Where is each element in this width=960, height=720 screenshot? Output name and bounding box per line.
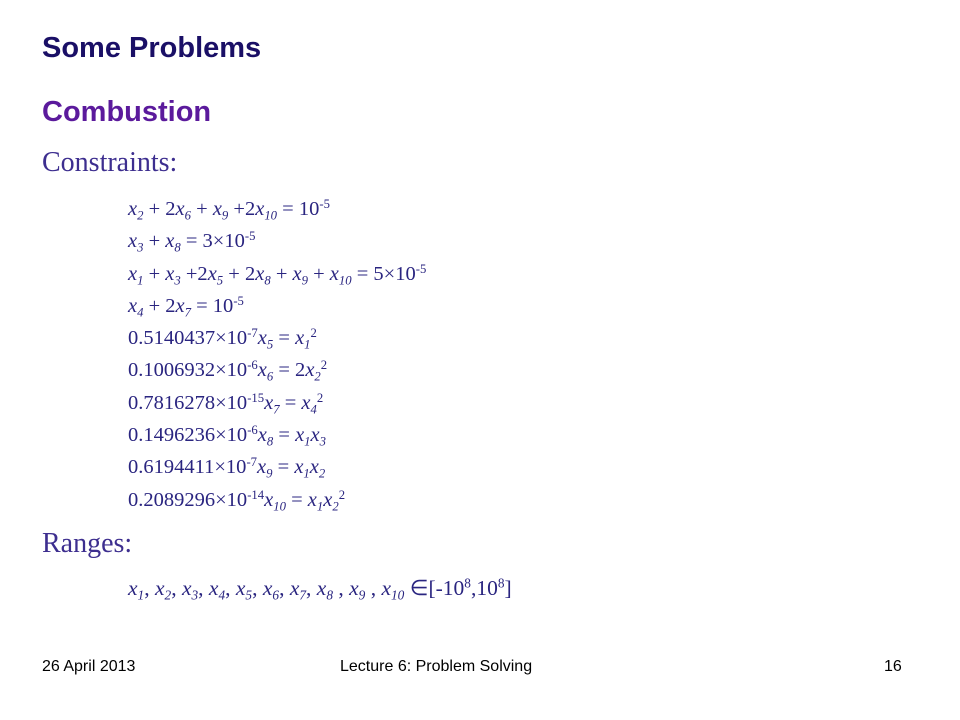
equation-4: $x_4 + 2x_7 = 10^{-5}$ xyxy=(128,293,244,320)
equation-10: $0.2089296\times 10^{-14}x_{10} = x_1x_2^2$ xyxy=(128,487,346,514)
slide-title: Some Problems xyxy=(42,32,262,64)
footer-date: 26 April 2013 xyxy=(42,658,136,675)
equation-list xyxy=(128,196,908,519)
equation-7: $0.7816278\times 10^{-15}x_7 = x_4^2$ xyxy=(128,390,324,417)
constraints-label: Constraints: xyxy=(42,147,178,178)
ranges-label: Ranges: xyxy=(42,528,133,559)
equation-3: $x_1 + x_3 +2x_5 + 2x_8 + x_9 + x_{10} = 5\times 10^{-5}$ xyxy=(128,261,427,288)
equation-6: $0.1006932\times 10^{-6}x_6 = 2x_2^2$ xyxy=(128,358,328,384)
slide-subtitle: Combustion xyxy=(42,96,212,128)
equation-1: $x_2 + 2x_6 + x_9 +2x_{10} = 10^{-5}$ xyxy=(128,197,330,223)
footer-page-number: 16 xyxy=(884,658,902,675)
equation-9: $0.6194411\times 10^{-7}x_9 = x_1x_2$ xyxy=(128,455,326,481)
ranges-expression: $x_1$, $x_2$, $x_3$, $x_4$, $x_5$, $x_6$, $x_7$, $x_8$ , $x_9$ , $x_{10}$ $\in[-10^8,10^8]$ xyxy=(128,575,512,603)
footer-lecture-title: Lecture 6: Problem Solving xyxy=(340,658,533,675)
equation-5: $0.5140437\times 10^{-7}x_5 = x_1^2$ xyxy=(128,326,317,352)
equation-2: $x_3 + x_8 = 3\times 10^{-5}$ xyxy=(128,229,256,255)
equation-8: $0.1496236\times 10^{-6}x_8 = x_1x_3$ xyxy=(128,423,326,449)
